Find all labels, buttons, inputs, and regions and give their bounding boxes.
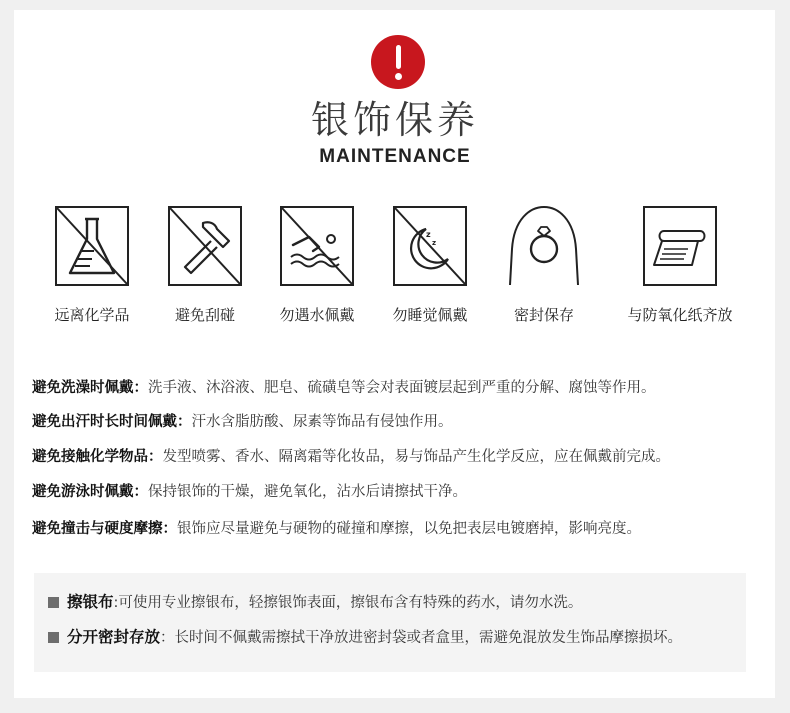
tip-cloth: [48, 592, 582, 613]
note-title: 避免出汗时长时间佩戴：: [32, 414, 192, 430]
anti-oxidation-paper-icon: [642, 205, 718, 287]
page-title: 银饰保养: [310, 98, 479, 142]
note-sweat: [32, 412, 453, 432]
note-swim: [32, 482, 467, 502]
svg-text:z: z: [432, 239, 437, 247]
tip-storage: [48, 627, 682, 648]
hammer-crossed-icon: [167, 205, 243, 287]
sealed-pouch-ring-icon: [506, 205, 582, 287]
icon-item-paper: [610, 205, 750, 324]
note-impact: [32, 519, 641, 539]
tip-separator: :: [113, 595, 119, 611]
swimmer-crossed-icon: [279, 205, 355, 287]
chemical-flask-crossed-icon: [54, 205, 130, 287]
svg-text:z: z: [426, 230, 431, 239]
icon-label: 勿遇水佩戴: [279, 306, 355, 324]
square-bullet-icon: [48, 632, 59, 643]
tips-box: [34, 573, 746, 672]
note-text: 保持银饰的干燥，避免氧化，沾水后请擦拭干净。: [148, 484, 467, 500]
page-subtitle: MAINTENANCE: [319, 146, 471, 167]
tip-separator: ：: [160, 630, 175, 646]
icon-label: 与防氧化纸齐放: [627, 306, 733, 324]
icon-item-sealed: [474, 205, 614, 324]
tip-title: 分开密封存放: [67, 628, 161, 646]
note-chemical: [32, 447, 670, 467]
note-text: 银饰应尽量避免与硬物的碰撞和摩擦，以免把表层电镀磨掉，影响亮度。: [177, 521, 641, 537]
icon-label: 避免刮碰: [174, 306, 235, 324]
note-bath: [32, 378, 656, 398]
exclamation-circle-icon: [371, 35, 425, 89]
note-title: 避免洗澡时佩戴：: [32, 380, 148, 396]
tip-text: 长时间不佩戴需擦拭干净放进密封袋或者盒里，需避免混放发生饰品摩擦损坏。: [174, 630, 683, 646]
tip-text: 可使用专业擦银布，轻擦银饰表面，擦银布含有特殊的药水，请勿水洗。: [118, 595, 583, 611]
icon-label: 勿睡觉佩戴: [392, 306, 468, 324]
note-title: 避免接触化学物品：: [32, 449, 163, 465]
icon-label: 密封保存: [513, 306, 574, 324]
note-text: 汗水含脂肪酸、尿素等饰品有侵蚀作用。: [191, 414, 453, 430]
note-title: 避免游泳时佩戴：: [32, 484, 148, 500]
note-text: 洗手液、沐浴液、肥皂、硫磺皂等会对表面镀层起到严重的分解、腐蚀等作用。: [148, 380, 656, 396]
sleep-moon-crossed-icon: [392, 205, 468, 287]
note-title: 避免撞击与硬度摩擦：: [32, 521, 177, 537]
note-text: 发型喷雾、香水、隔离霜等化妆品，易与饰品产生化学反应，应在佩戴前完成。: [162, 449, 670, 465]
square-bullet-icon: [48, 597, 59, 608]
icon-label: 远离化学品: [54, 306, 130, 324]
tip-title: 擦银布: [67, 593, 114, 611]
